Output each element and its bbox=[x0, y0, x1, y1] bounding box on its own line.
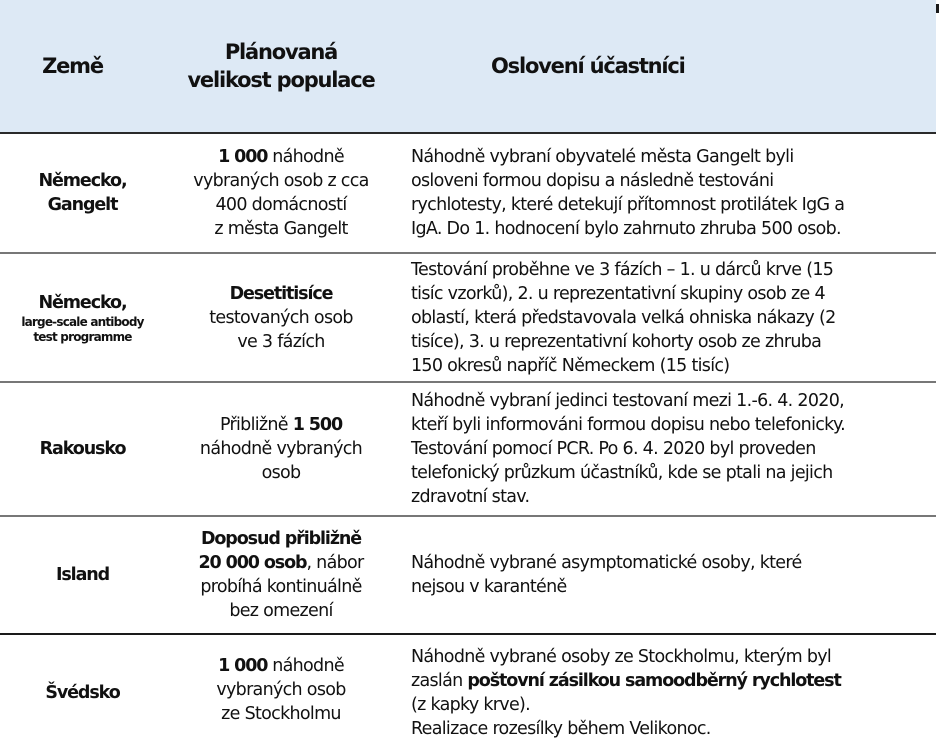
population-line: náhodně vybraných bbox=[199, 439, 363, 459]
country-name: Německo, bbox=[38, 171, 127, 191]
participants-line: rychlotesty, které detekují přítomnost protilátek IgG a bbox=[411, 195, 845, 215]
participants-line: IgA. Do 1. hodnocení bylo zahrnuto zhruba 500 osob. bbox=[411, 219, 841, 239]
population-count: 1 000 bbox=[218, 147, 268, 167]
population-text: náhodně bbox=[267, 656, 344, 676]
country-cell bbox=[0, 634, 165, 750]
country-cell bbox=[0, 382, 165, 516]
participants-line: Náhodně vybrané osoby ze Stockholmu, kterým byl bbox=[411, 647, 832, 667]
population-count: 1 500 bbox=[292, 415, 343, 435]
population-count: 20 000 osob bbox=[198, 553, 307, 573]
participants-line: Testování proběhne ve 3 fázích – 1. u dárců krve (15 bbox=[411, 259, 834, 280]
participants-line: 150 okresů napříč Německem (15 tisíc) bbox=[411, 355, 730, 376]
population-line: bez omezení bbox=[229, 601, 333, 621]
participants-cell bbox=[397, 253, 936, 382]
participants-line: kteří byli informováni formou dopisu nebo telefonicky. bbox=[411, 415, 845, 435]
population-text: , nábor bbox=[306, 553, 364, 573]
population-cell bbox=[165, 516, 397, 634]
population-text: náhodně bbox=[267, 147, 344, 167]
participants-line: zdravotní stav. bbox=[411, 487, 530, 507]
header-row bbox=[0, 0, 936, 133]
country-name: Německo, bbox=[38, 292, 127, 313]
country-cell bbox=[0, 516, 165, 634]
header-population bbox=[165, 0, 397, 133]
population-line: ve 3 fázích bbox=[237, 331, 325, 352]
header-country: Země bbox=[0, 0, 165, 133]
participants-line: tisíce), 3. u reprezentativní kohorty osob ze zhruba bbox=[411, 331, 822, 352]
population-line bbox=[165, 413, 397, 437]
population-cell bbox=[165, 133, 397, 253]
participants-line: Náhodně vybraní jedinci testovaní mezi 1.-6. 4. 2020, bbox=[411, 391, 844, 411]
table-row bbox=[0, 253, 936, 382]
population-cell bbox=[165, 253, 397, 382]
country-subtitle: large-scale antibody bbox=[21, 314, 144, 329]
population-line: osob bbox=[261, 463, 301, 483]
header-population-line: Plánovaná bbox=[224, 40, 338, 64]
population-line: 400 domácností bbox=[215, 195, 347, 215]
participants-emphasis: poštovní zásilkou samoodběrný rychlotest bbox=[467, 671, 841, 691]
population-count: 1 000 bbox=[218, 656, 268, 676]
country-name: Švédsko bbox=[45, 683, 120, 703]
participants-cell bbox=[397, 382, 936, 516]
participants-text: zaslán bbox=[411, 671, 468, 691]
header-participants: Oslovení účastníci bbox=[397, 0, 936, 133]
population-line: vybraných osob z cca bbox=[193, 171, 369, 191]
country-subtitle: test programme bbox=[33, 329, 132, 344]
header-population-line: velikost populace bbox=[187, 68, 375, 92]
population-text: Přibližně bbox=[219, 415, 293, 435]
participants-line: Realizace rozesílky během Velikonoc. bbox=[411, 719, 711, 739]
population-count: Desetitisíce bbox=[229, 283, 333, 304]
participants-line: nejsou v karanténě bbox=[411, 577, 567, 597]
participants-line: telefonický průzkum účastníků, kde se ptali na jejich bbox=[411, 463, 833, 483]
population-line bbox=[165, 551, 397, 575]
participants-line: (z kapky krve). bbox=[411, 695, 531, 715]
population-line: probíhá kontinuálně bbox=[200, 577, 362, 597]
population-line: z města Gangelt bbox=[214, 219, 348, 239]
population-cell bbox=[165, 382, 397, 516]
country-name: Gangelt bbox=[47, 195, 118, 215]
population-count: Doposud přibližně bbox=[200, 529, 362, 549]
participants-line: osloveni formou dopisu a následně testováni bbox=[411, 171, 774, 191]
population-cell bbox=[165, 634, 397, 750]
participants-line: Testování pomocí PCR. Po 6. 4. 2020 byl proveden bbox=[411, 439, 816, 459]
participants-cell bbox=[397, 133, 936, 253]
table-row bbox=[0, 516, 936, 634]
population-line bbox=[165, 654, 397, 678]
participants-line: tisíc vzorků), 2. u reprezentativní skupiny osob ze 4 bbox=[411, 283, 825, 304]
participants-line bbox=[411, 669, 930, 693]
participants-line: Náhodně vybraní obyvatelé města Gangelt byli bbox=[411, 147, 794, 167]
table-row bbox=[0, 133, 936, 253]
population-line: vybraných osob bbox=[216, 680, 346, 700]
table-row bbox=[0, 634, 936, 750]
population-line bbox=[165, 145, 397, 169]
population-line: ze Stockholmu bbox=[221, 704, 341, 724]
population-line: testovaných osob bbox=[209, 307, 353, 328]
country-name: Island bbox=[55, 565, 110, 585]
country-cell bbox=[0, 253, 165, 382]
table-row bbox=[0, 382, 936, 516]
participants-cell bbox=[397, 634, 936, 750]
participants-line: oblastí, která představovala velká ohniska nákazy (2 bbox=[411, 307, 836, 328]
country-cell bbox=[0, 133, 165, 253]
country-name: Rakousko bbox=[39, 439, 126, 459]
participants-cell bbox=[397, 516, 936, 634]
participants-line: Náhodně vybrané asymptomatické osoby, které bbox=[411, 553, 802, 573]
